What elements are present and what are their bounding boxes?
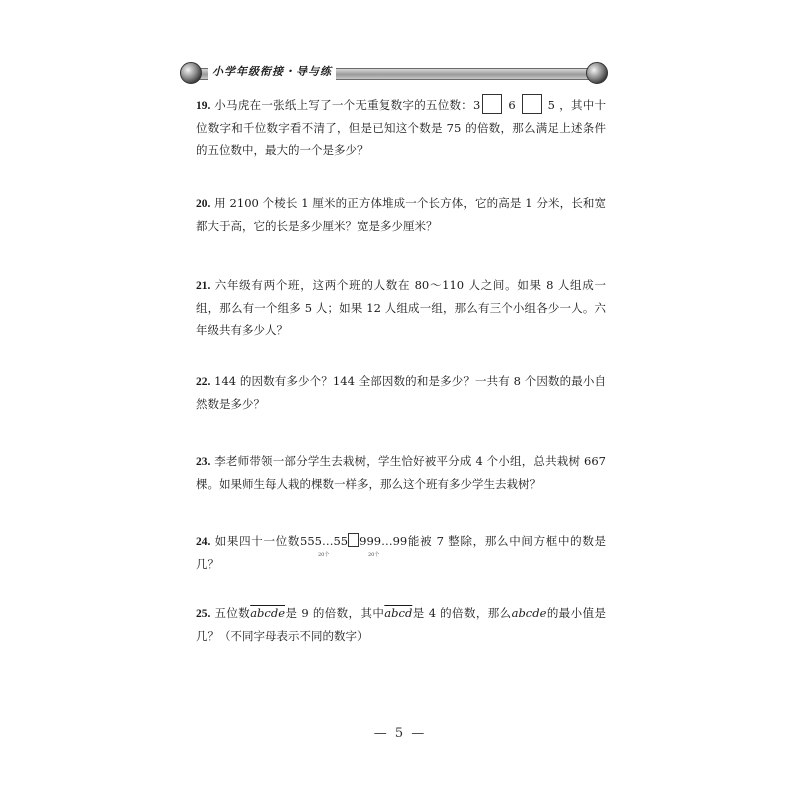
- problem-text: 六年级有两个班，这两个班的人数在 80～110 人之间。如果 8 人组成一组，那么有一个组多 5 人；如果 12 人组成一组，那么有三个小组各少一人。六年级共有多少人？: [196, 278, 606, 337]
- header-left-ball-ornament: [180, 62, 202, 84]
- problem-22: [196, 370, 606, 415]
- problem-24: [196, 530, 606, 575]
- underbrace-label-nines: 20个: [368, 552, 380, 558]
- digit-run-fives: 555…55: [300, 534, 349, 548]
- problem-text: 144 的因数有多少个？144 全部因数的和是多少？一共有 8 个因数的最小自然数是多少？: [196, 374, 607, 411]
- problem-number: 23.: [196, 456, 211, 468]
- italic-variable: abcde: [511, 606, 547, 620]
- problem-text: ，其中十位数字和千位数字看不清了，但是已知这个数是 75 的倍数，那么满足上述条件的五位数中，最大的一个是多少？: [196, 98, 607, 157]
- problem-number: 22.: [196, 376, 211, 388]
- problem-text: 是 4 的倍数，那么: [412, 606, 512, 620]
- known-digit: 6: [508, 98, 516, 112]
- header-title: 小学年级衔接・导与练: [208, 63, 336, 81]
- page-header: [180, 62, 608, 84]
- blank-digit-box: [482, 94, 502, 114]
- problem-21: [196, 274, 606, 341]
- problem-number: 21.: [196, 280, 211, 292]
- underbrace-label-fives: 20个: [318, 552, 330, 558]
- problem-19: [196, 94, 606, 161]
- problem-text: 能被 7 整除，那么中间方框中的数是几？: [196, 534, 607, 571]
- problem-number: 24.: [196, 536, 211, 548]
- overlined-variable: abcd: [384, 606, 413, 620]
- problem-23: [196, 450, 606, 495]
- header-right-ball-ornament: [586, 62, 608, 84]
- known-digit: 5: [547, 98, 555, 112]
- overlined-variable: abcde: [250, 606, 286, 620]
- problem-25: [196, 602, 606, 647]
- digit-run-nines: 999…99: [359, 534, 408, 548]
- page-number: — 5 —: [373, 726, 427, 741]
- blank-digit-box: [348, 533, 359, 547]
- problem-text: 用 2100 个棱长 1 厘米的正方体堆成一个长方体，它的高是 1 分米，长和宽都大于高，它的长是多少厘米？宽是多少厘米？: [196, 196, 606, 233]
- blank-digit-box: [522, 94, 542, 114]
- problem-number: 19.: [196, 100, 211, 112]
- problem-text: 李老师带领一部分学生去栽树，学生恰好被平分成 4 个小组，总共栽树 667 棵。如果师生每人栽的棵数一样多，那么这个班有多少学生去栽树？: [196, 454, 607, 491]
- problem-text: 是 9 的倍数，其中: [285, 606, 385, 620]
- problem-text: 的最小值是几？（不同字母表示不同的数字）: [196, 606, 606, 643]
- problem-text: 如果四十一位数: [214, 534, 301, 548]
- problem-20: [196, 192, 606, 237]
- problem-text: 小马虎在一张纸上写了一个无重复数字的五位数：3: [214, 98, 481, 112]
- problem-number: 25.: [196, 608, 211, 620]
- problem-text: 五位数: [214, 606, 251, 620]
- problem-number: 20.: [196, 198, 211, 210]
